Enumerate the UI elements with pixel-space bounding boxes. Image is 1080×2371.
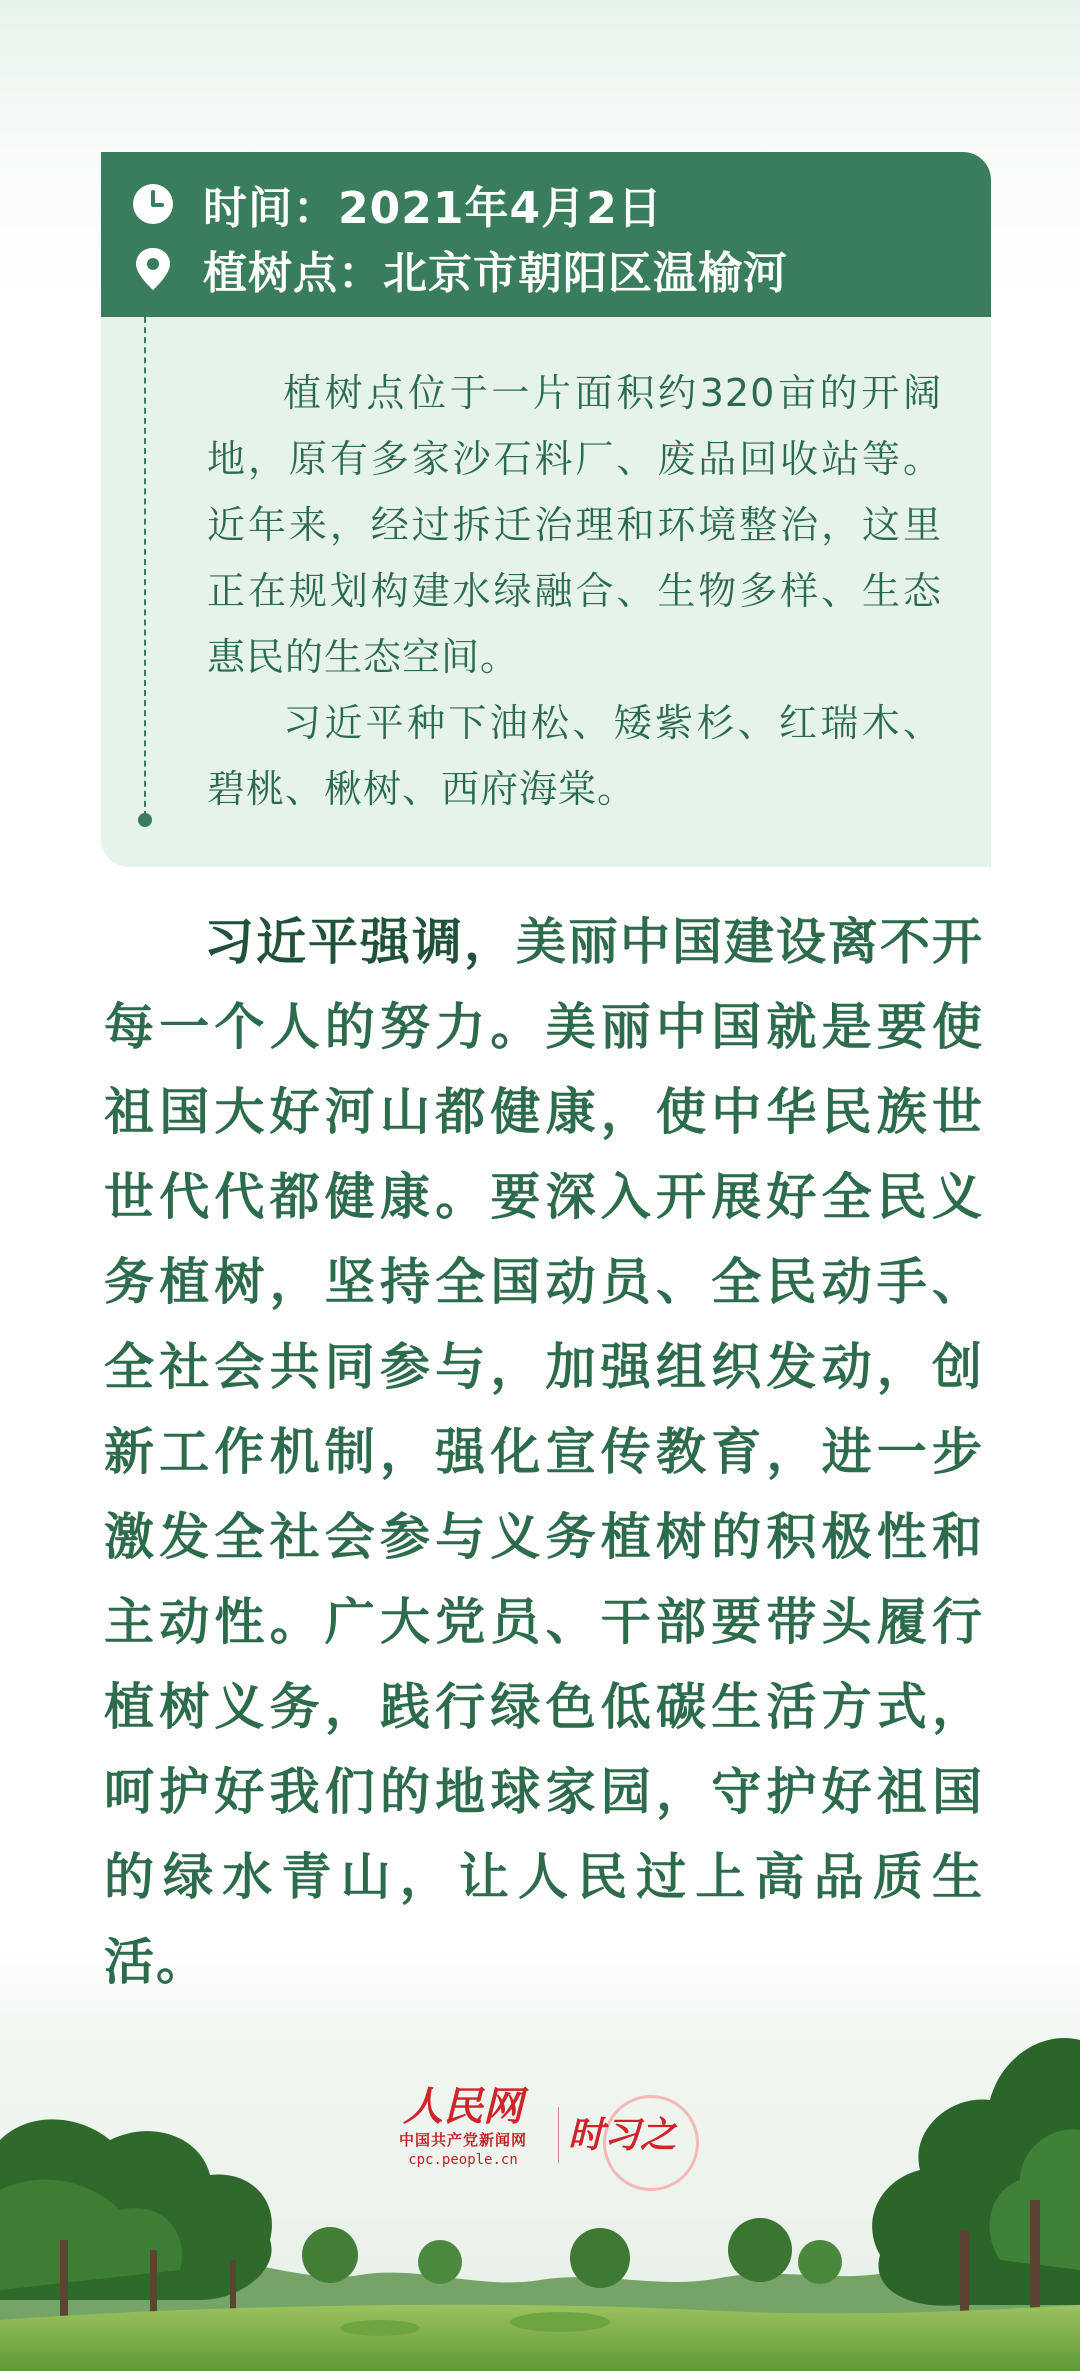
clock-icon xyxy=(131,182,175,226)
location-text: 植树点：北京市朝阳区温榆河 xyxy=(203,248,788,299)
location-pin-icon xyxy=(131,247,175,291)
info-card-header xyxy=(101,152,991,317)
main-quote xyxy=(104,900,984,2005)
info-paragraph-2: 习近平种下油松、矮紫杉、红瑞木、碧桃、楸树、西府海棠。 xyxy=(207,701,942,811)
info-paragraph-1: 植树点位于一片面积约320亩的开阔地，原有多家沙石料厂、废品回收站等。近年来，经过拆迁治理和环境整治，这里正在规划构建水绿融合、生物多样、生态惠民的生态空间。 xyxy=(207,371,942,679)
info-card-text xyxy=(207,360,942,822)
main-quote-body: 美丽中国建设离不开每一个人的努力。美丽中国就是要使祖国大好河山都健康，使中华民族世世代代都健康。要深入开展好全民义务植树，坚持全国动员、全民动手、全社会共同参与，加强组织发动，创新工作机制，强化宣传教育，进一步激发全社会参与义务植树的积极性和主动性。广大党员、干部要带头履行植树义务，践行绿色低碳生活方式，呵护好我们的地球家园，守护好祖国的绿水青山，让人民过上高品质生活。 xyxy=(104,913,984,1991)
location-row xyxy=(131,237,788,301)
shixizhi-logo: 时习之 xyxy=(568,2087,703,2187)
timeline-dashed-line xyxy=(144,317,146,817)
time-text: 时间：2021年4月2日 xyxy=(203,183,663,234)
people-cn-logo: 人民网 中国共产党新闻网 cpc.people.cn xyxy=(398,2083,527,2168)
footer-logos xyxy=(378,2085,708,2195)
time-row xyxy=(131,172,663,236)
info-card xyxy=(101,152,991,867)
logo-divider xyxy=(558,2107,559,2163)
main-quote-lead: 习近平强调， xyxy=(204,913,516,971)
timeline-dot xyxy=(138,813,152,827)
